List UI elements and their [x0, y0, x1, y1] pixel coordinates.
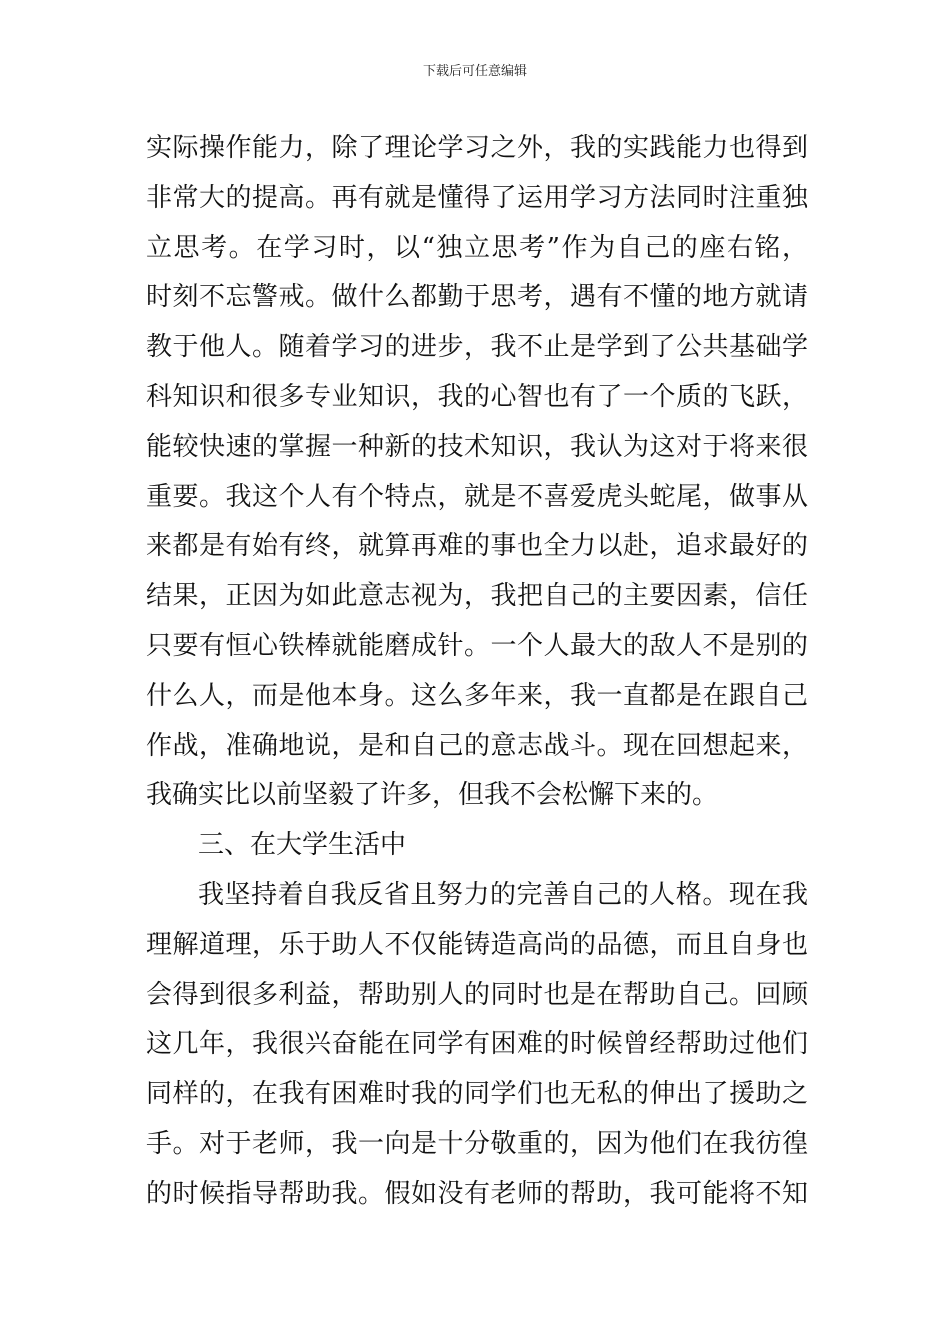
text-line: 科知识和很多专业知识，我的心智也有了一个质的飞跃，: [146, 381, 808, 412]
text-line: 来都是有始有终，就算再难的事也全力以赴，追求最好的: [146, 531, 808, 562]
text-line: 什么人，而是他本身。这么多年来，我一直都是在跟自己: [146, 680, 808, 711]
text-line: 的时候指导帮助我。假如没有老师的帮助，我可能将不知: [146, 1178, 808, 1209]
text-line: 理解道理，乐于助人不仅能铸造高尚的品德，而且自身也: [146, 929, 808, 960]
text-line: 能较快速的掌握一种新的技术知识，我认为这对于将来很: [146, 431, 808, 462]
text-line: 实际操作能力，除了理论学习之外，我的实践能力也得到: [146, 133, 808, 163]
text-line: 立思考。在学习时，以“独立思考”作为自己的座右铭，: [146, 232, 808, 263]
text-line: 教于他人。随着学习的进步，我不止是学到了公共基础学: [146, 332, 808, 363]
text-line: 手。对于老师，我一向是十分敬重的，因为他们在我彷徨: [146, 1128, 808, 1159]
text-line: 我确实比以前坚毅了许多，但我不会松懈下来的。: [146, 780, 719, 811]
text-line: 时刻不忘警戒。做什么都勤于思考，遇有不懂的地方就请: [146, 282, 808, 313]
text-line: 作战，准确地说，是和自己的意志战斗。现在回想起来，: [146, 730, 808, 761]
text-line: 结果，正因为如此意志视为，我把自己的主要因素，信任: [146, 581, 808, 612]
text-line: 重要。我这个人有个特点，就是不喜爱虎头蛇尾，做事从: [146, 481, 808, 512]
text-line: 这几年，我很兴奋能在同学有困难的时候曾经帮助过他们: [146, 1029, 808, 1060]
text-line: 只要有恒心铁棒就能磨成针。一个人最大的敌人不是别的: [146, 630, 808, 661]
text-line: 同样的，在我有困难时我的同学们也无私的伸出了援助之: [146, 1079, 808, 1110]
document-body: [146, 124, 808, 1220]
text-line: 会得到很多利益，帮助别人的同时也是在帮助自己。回顾: [146, 979, 808, 1010]
text-line: 我坚持着自我反省且努力的完善自己的人格。现在我: [198, 879, 808, 910]
page-header: 下载后可任意编辑: [422, 64, 527, 79]
text-line: 非常大的提高。再有就是懂得了运用学习方法同时注重独: [146, 182, 808, 213]
section-heading: 三、在大学生活中: [198, 830, 407, 861]
